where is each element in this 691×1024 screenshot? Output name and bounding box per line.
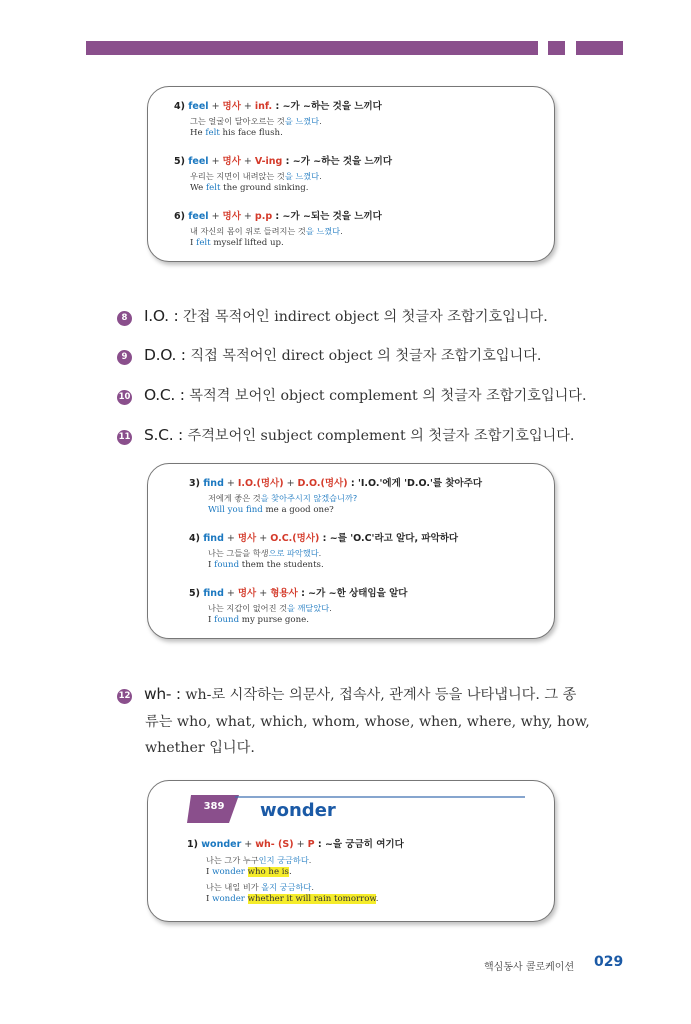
kor-highlight: 을 느꼈다 xyxy=(284,116,320,126)
eng-text: the ground sinking. xyxy=(220,183,309,193)
kor-period: . xyxy=(319,116,322,126)
example-english xyxy=(208,505,334,515)
object: 명사 xyxy=(237,588,257,599)
title-banner xyxy=(187,795,527,825)
form: p.p xyxy=(254,211,273,222)
term: D.O. xyxy=(144,346,177,364)
kor-highlight: 올지 궁금하다 xyxy=(261,882,312,892)
eng-verb: wonder xyxy=(212,867,245,877)
kor-text: 저에게 좋은 것 xyxy=(208,493,261,503)
kor-highlight: 인지 궁금하다 xyxy=(258,855,309,865)
plus: + xyxy=(208,101,223,112)
plus: + xyxy=(240,101,255,112)
eng-text: I xyxy=(190,238,197,248)
eng-verb: find xyxy=(245,505,263,515)
entry-number: 5) xyxy=(189,588,200,599)
plus: + xyxy=(223,478,238,489)
eng-text: me a good one? xyxy=(262,505,334,515)
eng-verb: wonder xyxy=(212,894,245,904)
entry-number: 3) xyxy=(189,478,200,489)
eng-text: my purse gone. xyxy=(239,615,309,625)
eng-text: We xyxy=(190,183,206,193)
pattern-feel-pp xyxy=(174,208,382,222)
eng-text: He xyxy=(190,128,206,138)
kor-text: 나는 그들을 학생 xyxy=(208,548,269,558)
form: V-ing xyxy=(254,156,283,167)
header-bar-square xyxy=(548,41,565,55)
form: inf. xyxy=(254,101,273,112)
verb: find xyxy=(203,478,224,489)
eng-period: . xyxy=(375,894,379,904)
verb: wonder xyxy=(201,839,242,850)
verb: feel xyxy=(188,156,209,167)
object: I.O.(명사) xyxy=(237,478,284,489)
kor-highlight: 을 느꼈다 xyxy=(305,226,341,236)
verb: feel xyxy=(188,101,209,112)
meaning: : 'I.O.'에게 'D.O.'를 찾아주다 xyxy=(347,478,483,489)
complement: O.C.(명사) xyxy=(270,533,320,544)
kor-period: . xyxy=(340,226,343,236)
eng-verb: found xyxy=(214,560,240,570)
example-english xyxy=(206,867,292,877)
definition-text: 주격보어인 subject complement 의 첫글자 조합기호입니다. xyxy=(187,428,575,444)
term: S.C. xyxy=(144,426,174,444)
meaning: : ~가 ~한 상태임을 알다 xyxy=(297,588,408,599)
eng-text: Will you xyxy=(208,505,246,515)
kor-text: 우리는 지면이 내려앉는 것 xyxy=(190,171,285,181)
object: 명사 xyxy=(237,533,257,544)
eng-period: . xyxy=(288,867,292,877)
example-english xyxy=(208,615,309,625)
entry-number: 4) xyxy=(174,101,185,112)
eng-text: I xyxy=(206,867,213,877)
eng-text: them the students. xyxy=(239,560,324,570)
wh-clause: wh- xyxy=(255,839,275,850)
definition-sc xyxy=(117,425,574,445)
item-number-badge: 10 xyxy=(117,390,132,405)
example-korean xyxy=(206,855,311,866)
verb: find xyxy=(203,588,224,599)
eng-verb: found xyxy=(214,615,240,625)
colon: : xyxy=(176,346,191,364)
term: O.C. xyxy=(144,386,176,404)
kor-highlight: 을 찾아주시지 않겠습니까? xyxy=(260,493,358,503)
definition-oc xyxy=(117,385,587,405)
kor-period: . xyxy=(329,603,332,613)
example-korean xyxy=(208,548,321,559)
kor-highlight: 을 느꼈다 xyxy=(284,171,320,181)
definition-io xyxy=(117,306,548,326)
entry-number: 4) xyxy=(189,533,200,544)
kor-highlight: 을 깨달았다 xyxy=(287,603,330,613)
meaning: : ~가 ~되는 것을 느끼다 xyxy=(272,211,382,222)
example-korean xyxy=(190,226,343,237)
object: D.O.(명사) xyxy=(297,478,348,489)
plus: + xyxy=(293,839,308,850)
header-bar-short xyxy=(576,41,623,55)
object: 명사 xyxy=(222,156,241,167)
eng-text: I xyxy=(208,615,215,625)
kor-text: 나는 그가 누구 xyxy=(206,855,259,865)
meaning: : ~을 궁금히 여기다 xyxy=(314,839,404,850)
object: 명사 xyxy=(222,211,241,222)
eng-verb: felt xyxy=(205,183,221,193)
item-number-badge: 9 xyxy=(117,350,132,365)
pattern-find-adj xyxy=(189,585,407,599)
pattern-feel-inf xyxy=(174,98,382,112)
plus: + xyxy=(223,588,238,599)
pattern-feel-ving xyxy=(174,153,392,167)
example-korean xyxy=(208,493,357,504)
meaning: : ~가 ~하는 것을 느끼다 xyxy=(282,156,393,167)
eng-text: his face flush. xyxy=(219,128,283,138)
kor-period: . xyxy=(318,548,322,558)
wonder-card xyxy=(147,780,555,922)
colon: : xyxy=(173,426,188,444)
plus: + xyxy=(283,478,298,489)
definition-wh xyxy=(117,684,576,704)
eng-verb: felt xyxy=(196,238,211,248)
plus: + xyxy=(240,156,255,167)
kor-period: . xyxy=(319,171,322,181)
plus: + xyxy=(223,533,238,544)
definition-text: 간접 목적어인 indirect object 의 첫글자 조합기호입니다. xyxy=(183,309,548,325)
item-number-badge: 8 xyxy=(117,311,132,326)
colon: : xyxy=(175,386,190,404)
eng-verb: felt xyxy=(205,128,220,138)
item-number-badge: 11 xyxy=(117,430,132,445)
entry-number: 1) xyxy=(187,839,198,850)
entry-number: 6) xyxy=(174,211,185,222)
page-number: 029 xyxy=(594,954,624,970)
plus: + xyxy=(241,839,256,850)
meaning: : ~가 ~하는 것을 느끼다 xyxy=(272,101,382,112)
kor-text: 나는 지갑이 없어진 것 xyxy=(208,603,287,613)
headword-title: wonder xyxy=(260,800,336,821)
example-english xyxy=(190,183,308,193)
pattern-find-io-do xyxy=(189,475,482,489)
eng-text: myself lifted up. xyxy=(210,238,284,248)
term: wh- xyxy=(144,685,172,703)
pattern-find-oc xyxy=(189,530,458,544)
example-english xyxy=(190,128,283,138)
meaning: : ~를 'O.C'라고 알다, 파악하다 xyxy=(319,533,459,544)
kor-period: . xyxy=(308,855,312,865)
kor-period: . xyxy=(311,882,314,892)
entry-number: 5) xyxy=(174,156,185,167)
kor-text: 나는 내일 비가 xyxy=(206,882,262,892)
definition-text: 목적격 보어인 object complement 의 첫글자 조합기호입니다. xyxy=(189,388,587,404)
example-english xyxy=(206,894,378,904)
plus: + xyxy=(208,211,223,222)
eng-text: I xyxy=(208,560,215,570)
subject: (S) xyxy=(274,839,294,850)
entry-number-badge: 389 xyxy=(203,801,225,812)
highlighted-clause: whether it will rain tomorrow xyxy=(247,894,376,904)
predicate: P xyxy=(307,839,315,850)
verb: find xyxy=(203,533,224,544)
highlighted-clause: who he is xyxy=(247,867,289,877)
example-korean xyxy=(190,171,322,182)
feel-pattern-card xyxy=(147,86,555,262)
pattern-wonder-wh xyxy=(187,836,404,850)
example-korean xyxy=(208,603,332,614)
plus: + xyxy=(240,211,255,222)
adjective: 형용사 xyxy=(270,588,298,599)
plus: + xyxy=(256,533,271,544)
item-number-badge: 12 xyxy=(117,689,132,704)
header-bar-long xyxy=(86,41,538,55)
plus: + xyxy=(256,588,271,599)
kor-highlight: 으로 파악했다 xyxy=(268,548,319,558)
term: I.O. xyxy=(144,307,169,325)
verb: feel xyxy=(188,211,209,222)
example-english xyxy=(208,560,324,570)
definition-text: 직접 목적어인 direct object 의 첫글자 조합기호입니다. xyxy=(190,348,542,364)
kor-text: 내 자신의 몸이 위로 들려지는 것 xyxy=(190,226,306,236)
object: 명사 xyxy=(222,101,241,112)
find-pattern-card xyxy=(147,463,555,639)
colon: : xyxy=(171,685,186,703)
colon: : xyxy=(168,307,183,325)
definition-text-line3: whether 입니다. xyxy=(145,740,255,756)
footer-book-title: 핵심동사 콜로케이션 xyxy=(484,962,575,973)
plus: + xyxy=(208,156,223,167)
example-korean xyxy=(190,116,322,127)
definition-text-line1: wh-로 시작하는 의문사, 접속사, 관계사 등을 나타냅니다. 그 종 xyxy=(185,687,577,703)
definition-do xyxy=(117,345,541,365)
kor-text: 그는 얼굴이 달아오르는 것 xyxy=(190,116,285,126)
eng-text: I xyxy=(206,894,213,904)
example-english xyxy=(190,238,284,248)
example-korean xyxy=(206,882,314,893)
definition-text-line2: 류는 who, what, which, whom, whose, when, where, why, how, xyxy=(145,714,590,730)
